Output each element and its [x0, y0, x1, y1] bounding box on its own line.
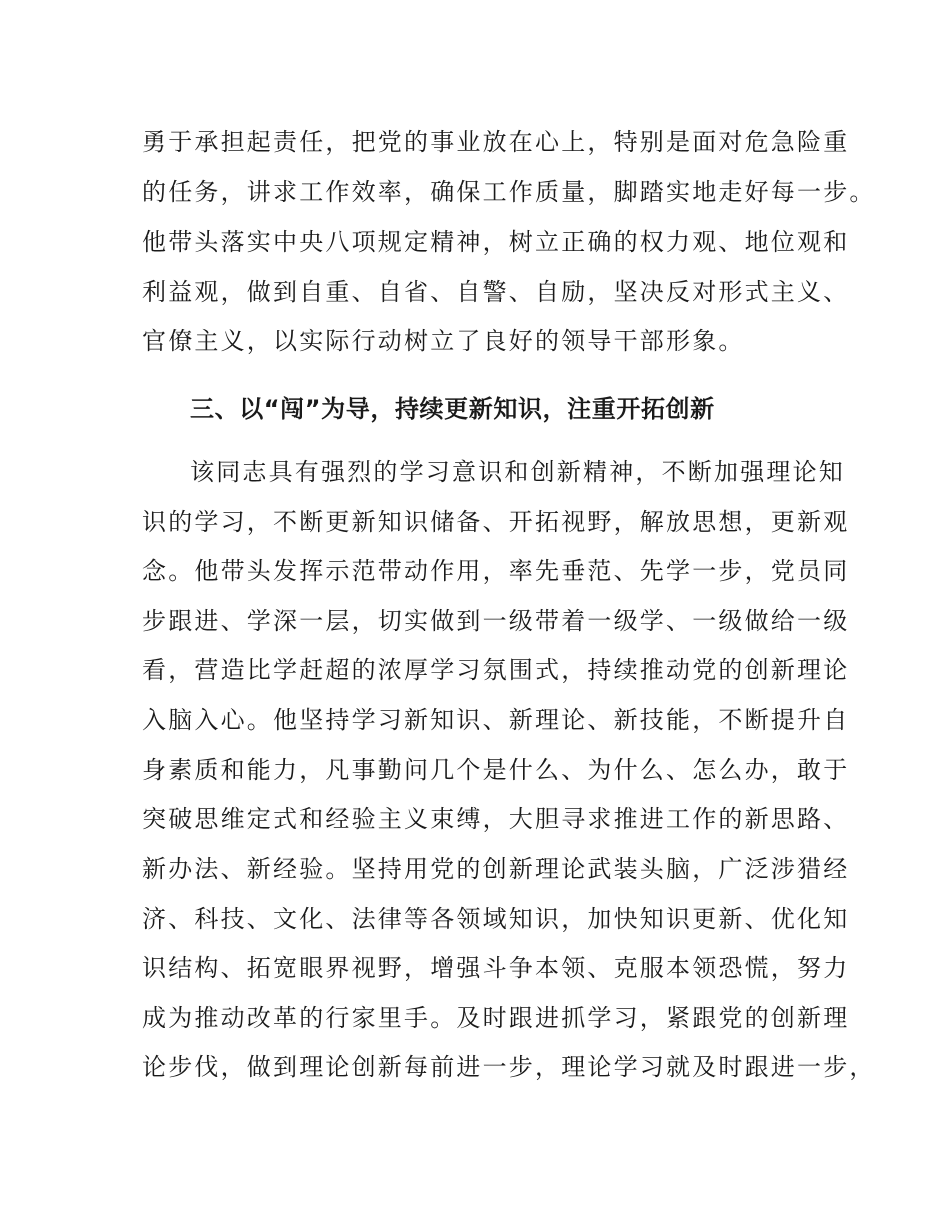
paragraph-line: 念。他带头发挥示范带动作用，率先垂范、先学一步，党员同: [142, 557, 850, 585]
paragraph-line: 济、科技、文化、法律等各领域知识，加快知识更新、优化知: [142, 905, 850, 933]
paragraph-line: 利益观，做到自重、自省、自警、自励，坚决反对形式主义、: [142, 278, 850, 306]
paragraph-line: 入脑入心。他坚持学习新知识、新理论、新技能，不断提升自: [142, 706, 850, 734]
paragraph-line: 步跟进、学深一层，切实做到一级带着一级学、一级做给一级: [142, 607, 850, 635]
section-heading: 三、以“闯”为导，持续更新知识，注重开拓创新: [190, 395, 715, 423]
paragraph-line: 新办法、新经验。坚持用党的创新理论武装头脑，广泛涉猎经: [142, 855, 850, 883]
paragraph-line: 识的学习，不断更新知识储备、开拓视野，解放思想，更新观: [142, 508, 850, 536]
paragraph-line: 突破思维定式和经验主义束缚，大胆寻求推进工作的新思路、: [142, 805, 850, 833]
paragraph-line: 该同志具有强烈的学习意识和创新精神，不断加强理论知: [190, 458, 845, 486]
paragraph-line: 勇于承担起责任，把党的事业放在心上，特别是面对危急险重: [142, 128, 850, 156]
paragraph-line: 识结构、拓宽眼界视野，增强斗争本领、克服本领恐慌，努力: [142, 954, 850, 982]
paragraph-line: 他带头落实中央八项规定精神，树立正确的权力观、地位观和: [142, 228, 850, 256]
paragraph-line: 论步伐，做到理论创新每前进一步，理论学习就及时跟进一步，: [142, 1053, 876, 1081]
paragraph-line: 官僚主义，以实际行动树立了良好的领导干部形象。: [142, 327, 745, 355]
paragraph-line: 身素质和能力，凡事勤问几个是什么、为什么、怎么办，敢于: [142, 756, 850, 784]
paragraph-line: 成为推动改革的行家里手。及时跟进抓学习，紧跟党的创新理: [142, 1004, 850, 1032]
paragraph-line: 看，营造比学赶超的浓厚学习氛围式，持续推动党的创新理论: [142, 656, 850, 684]
paragraph-line: 的任务，讲求工作效率，确保工作质量，脚踏实地走好每一步。: [142, 178, 876, 206]
